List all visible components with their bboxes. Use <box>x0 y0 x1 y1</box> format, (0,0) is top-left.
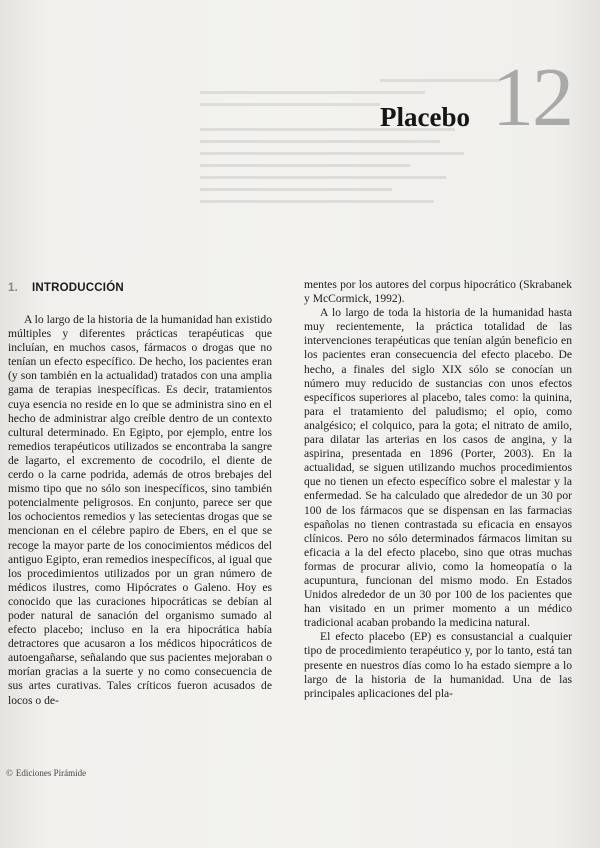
section-heading <box>8 282 124 294</box>
paragraph: El efecto placebo (EP) es consustancial a cualquier tipo de procedimiento terapéutico y, por lo tanto, está tan presente en nuestros días como lo ha estado siempre a lo largo de la historia de la humanidad. Una de las principales aplicaciones del pla- <box>304 630 572 700</box>
bleed-through-text <box>200 70 500 230</box>
publisher-name: Ediciones Pirámide <box>15 768 87 778</box>
page-footer <box>6 768 86 778</box>
chapter-number: 12 <box>492 51 572 144</box>
right-column <box>304 278 572 701</box>
section-number: 1. <box>8 282 18 294</box>
chapter-title: Placebo <box>380 102 470 132</box>
paragraph: A lo largo de toda la historia de la humanidad hasta muy recientemente, la práctica totalidad de las intervenciones terapéuticas que tenían algún beneficio en los pacientes eran consecuencia del efecto placebo. De hecho, a finales del siglo XIX sólo se conocían un número muy reducido de sustancias con unos efectos específicos superiores al placebo, tales como: la quinina, para el tratamiento del paludismo; el opio, como analgésico; el colquico, para la gota; el nitrato de amilo, para dilatar las arterias en los casos de angina, y la aspirina, presentada en 1896 (Porter, 2003). En la actualidad, se siguen utilizando muchos procedimientos que no tienen un efecto específico sobre el malestar y la enfermedad. Se ha calculado que alrededor de un 30 por 100 de los fármacos que se dispensan en las farmacias españolas no tienen contrastada su eficacia en ensayos clínicos. Pero no sólo determinados fármacos limitan su eficacia a la del efecto placebo, sino que otras muchas formas de procurar alivio, como la homeopatía o la acupuntura, funcionan del mismo modo. En Estados Unidos alrededor de un 30 por 100 de los pacientes que han visitado en un primer momento a un médico tradicional acaban probando la medicina natural. <box>304 306 572 630</box>
paragraph-continuation: mentes por los autores del corpus hipocrático (Skrabanek y McCormick, 1992). <box>304 278 572 306</box>
left-column <box>8 313 272 708</box>
copyright-mark: © <box>6 768 13 778</box>
section-title: INTRODUCCIÓN <box>32 282 124 294</box>
paragraph: A lo largo de la historia de la humanidad han existido múltiples y diferentes prácticas terapéuticas que incluían, en muchos casos, fármacos o drogas que no tenían un efecto específico. De hecho, los pacientes eran (y son también en la actualidad) tratados con una amplia gama de terapias inespecíficas. Es decir, tratamientos cuya esencia no reside en lo que se administra sino en el hecho de administrar algo creíble dentro de un contexto cultural determinado. En Egipto, por ejemplo, entre los remedios terapéuticos utilizados se encontraba la sangre de lagarto, el excremento de cocodrilo, el diente de cerdo o la carne podrida, además de otros brebajes del mismo tipo que no sólo son inespecíficos, sino también potencialmente peligrosos. En conjunto, parece ser que los ochocientos remedios y las setecientas drogas que se mencionan en el célebre papiro de Ebers, en el que se recoge la mayor parte de los conocimientos médicos del antiguo Egipto, eran remedios inespecíficos, al igual que los procedimientos utilizados por un gran número de médicos ilustres, como Hipócrates o Galeno. Hoy es conocido que las curaciones hipocráticas se debían al poder natural de sanación del organismo sumado al efecto placebo; incluso en la era hipocrática había detractores que acusaron a los médicos hipocráticos de autoengañarse, señalando que sus pacientes mejoraban o morían gracias a la suerte y no como consecuencia de sus artes curativas. Tales críticos fueron acusados de locos o de- <box>8 313 272 707</box>
